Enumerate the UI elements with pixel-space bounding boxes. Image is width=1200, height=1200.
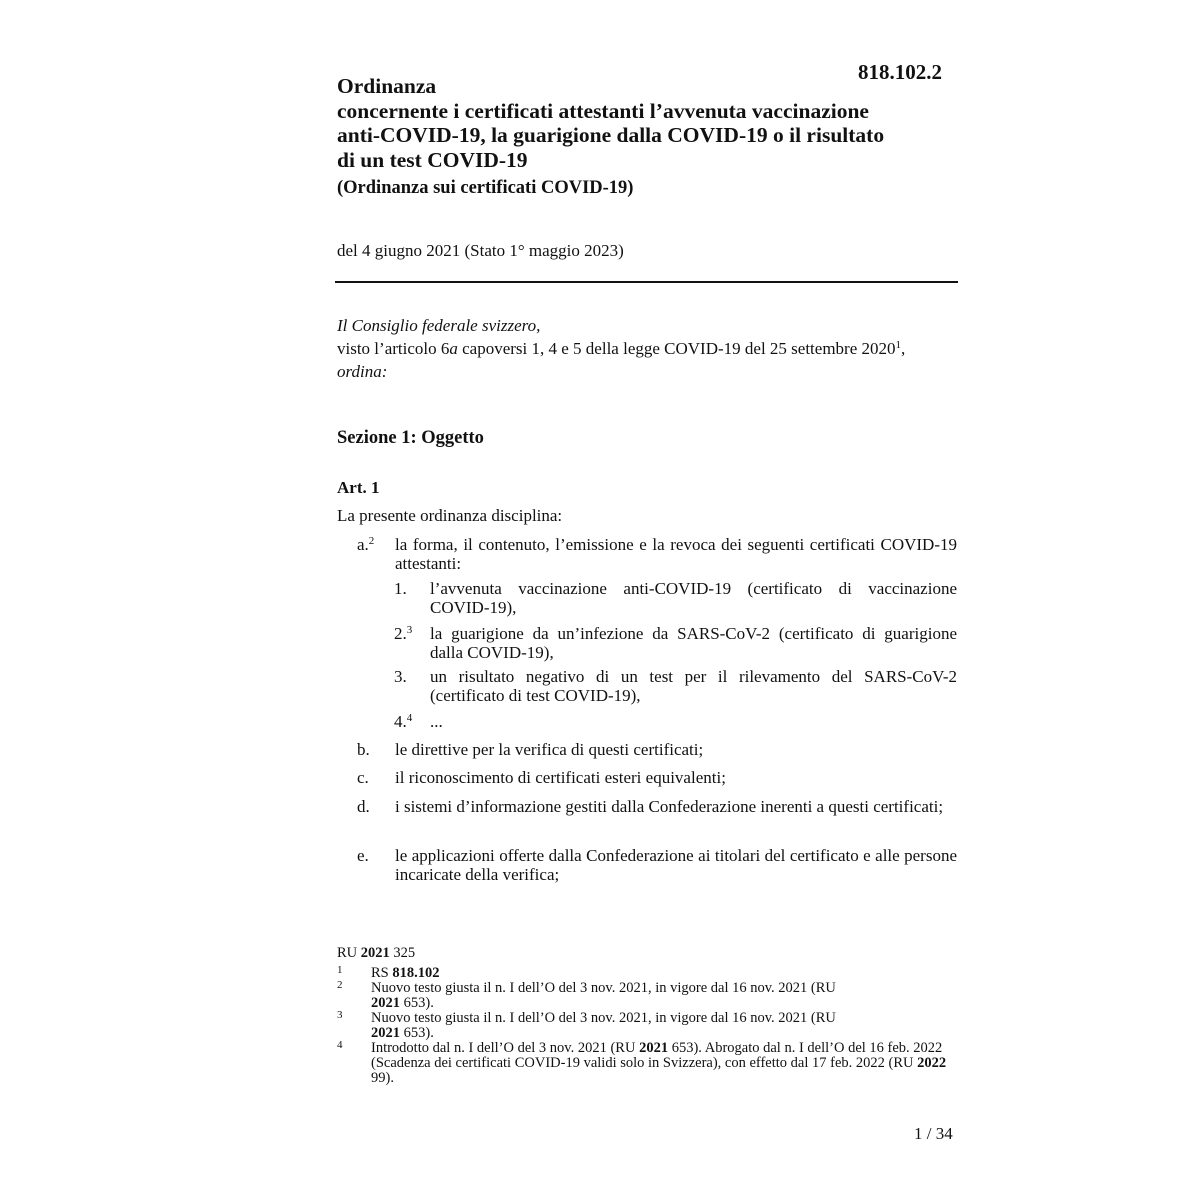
footnote-mark: 4 bbox=[337, 1039, 343, 1051]
list-item bbox=[357, 768, 957, 788]
footnote-ref[interactable]: 4 bbox=[406, 712, 413, 724]
document-title bbox=[337, 74, 967, 172]
title-line: concernente i certificati attestanti l’avvenuta vaccinazione bbox=[337, 98, 869, 123]
title-line: anti-COVID-19, la guarigione dalla COVID-19 o il risultato bbox=[337, 123, 885, 147]
item-text: la forma, il contenuto, l’emissione e la revoca dei seguenti certificati COVID-19 attestanti: bbox=[395, 535, 957, 573]
preamble-authority: Il Consiglio federale svizzero, bbox=[337, 316, 541, 335]
item-marker: 3. bbox=[394, 667, 407, 686]
footnote: 1 RS 818.102 bbox=[337, 964, 440, 981]
list-item bbox=[394, 624, 957, 664]
preamble-ordina: ordina: bbox=[337, 362, 388, 381]
title-line: di un test COVID-19 bbox=[337, 147, 528, 172]
item-text: ... bbox=[430, 712, 443, 731]
date-line: del 4 giugno 2021 (Stato 1° maggio 2023) bbox=[337, 241, 624, 260]
list-item bbox=[394, 712, 957, 732]
header-divider bbox=[335, 281, 958, 283]
footnote-ref[interactable]: 1 bbox=[895, 339, 902, 351]
item-text: la guarigione da un’infezione da SARS-CoV-2 (certificato di guarigione dalla COVID-19), bbox=[430, 624, 957, 662]
footnote-mark: 2 bbox=[337, 979, 343, 991]
footnote: 2 Nuovo testo giusta il n. I dell’O del 3 nov. 2021, in vigore dal 16 nov. 2021 (RU 2021 653). bbox=[337, 979, 836, 1011]
item-marker: 2.$^3$ bbox=[394, 624, 413, 643]
footnote-ref[interactable]: 3 bbox=[406, 624, 413, 636]
footnote: 3 Nuovo testo giusta il n. I dell’O del 3 nov. 2021, in vigore dal 16 nov. 2021 (RU 2021 653). bbox=[337, 1009, 836, 1041]
official-compilation-ref: RU 2021 325 bbox=[337, 945, 416, 961]
item-marker: c. bbox=[357, 768, 369, 787]
article-intro: La presente ordinanza disciplina: bbox=[337, 506, 563, 525]
list-item bbox=[357, 535, 957, 575]
legal-basis-text: capoversi 1, 4 e 5 della legge COVID-19 del 25 settembre 2020 bbox=[457, 339, 896, 358]
preamble bbox=[337, 314, 905, 383]
item-text: l’avvenuta vaccinazione anti-COVID-19 (certificato di vaccinazione COVID-19), bbox=[430, 579, 957, 617]
item-marker: a.$^2$ bbox=[357, 535, 375, 554]
short-title: (Ordinanza sui certificati COVID-19) bbox=[337, 178, 634, 198]
item-marker: e. bbox=[357, 846, 369, 865]
footnote: 4 Introdotto dal n. I dell’O del 3 nov. 2021 (RU 2021 653). Abrogato dal n. I dell’O del 16 feb. 2022 (Scadenza dei certificati COVID-19 validi solo in Svizzera), con effetto dal 17 feb. 2022 (RU 2022 99). bbox=[337, 1039, 947, 1086]
list-item bbox=[394, 579, 957, 619]
item-marker: 4.$^4$ bbox=[394, 712, 413, 731]
list-item bbox=[357, 797, 957, 837]
footnote-mark: 3 bbox=[337, 1009, 343, 1021]
item-text: le applicazioni offerte dalla Confederazione ai titolari del certificato e alle persone incaricate della verifica; bbox=[395, 846, 957, 884]
footnotes bbox=[337, 946, 957, 1086]
item-text: i sistemi d’informazione gestiti dalla Confederazione inerenti a questi certificati; bbox=[395, 797, 944, 816]
legal-basis-text: visto l’articolo 6 bbox=[337, 339, 450, 358]
item-text: un risultato negativo di un test per il rilevamento del SARS-CoV-2 (certificato di test COVID-19), bbox=[430, 667, 957, 705]
legal-basis-text: , bbox=[901, 339, 906, 358]
page-number: 1 / 34 bbox=[914, 1124, 953, 1143]
list-item bbox=[394, 667, 957, 707]
item-marker: 1. bbox=[394, 579, 407, 598]
item-marker: b. bbox=[357, 740, 370, 759]
preamble-legal-basis bbox=[337, 337, 905, 360]
list-item bbox=[357, 846, 957, 886]
sr-number: 818.102.2 bbox=[858, 60, 942, 84]
list-item bbox=[357, 740, 957, 760]
legal-basis-italic: a bbox=[449, 339, 458, 358]
item-text: il riconoscimento di certificati esteri equivalenti; bbox=[395, 768, 726, 787]
footnote-ref[interactable]: 2 bbox=[368, 535, 375, 547]
item-text: le direttive per la verifica di questi certificati; bbox=[395, 740, 704, 759]
item-marker: d. bbox=[357, 797, 370, 816]
title-line: Ordinanza bbox=[337, 74, 437, 98]
section-heading: Sezione 1: Oggetto bbox=[337, 428, 484, 448]
footnote-mark: 1 bbox=[337, 964, 343, 976]
article-heading: Art. 1 bbox=[337, 478, 380, 497]
